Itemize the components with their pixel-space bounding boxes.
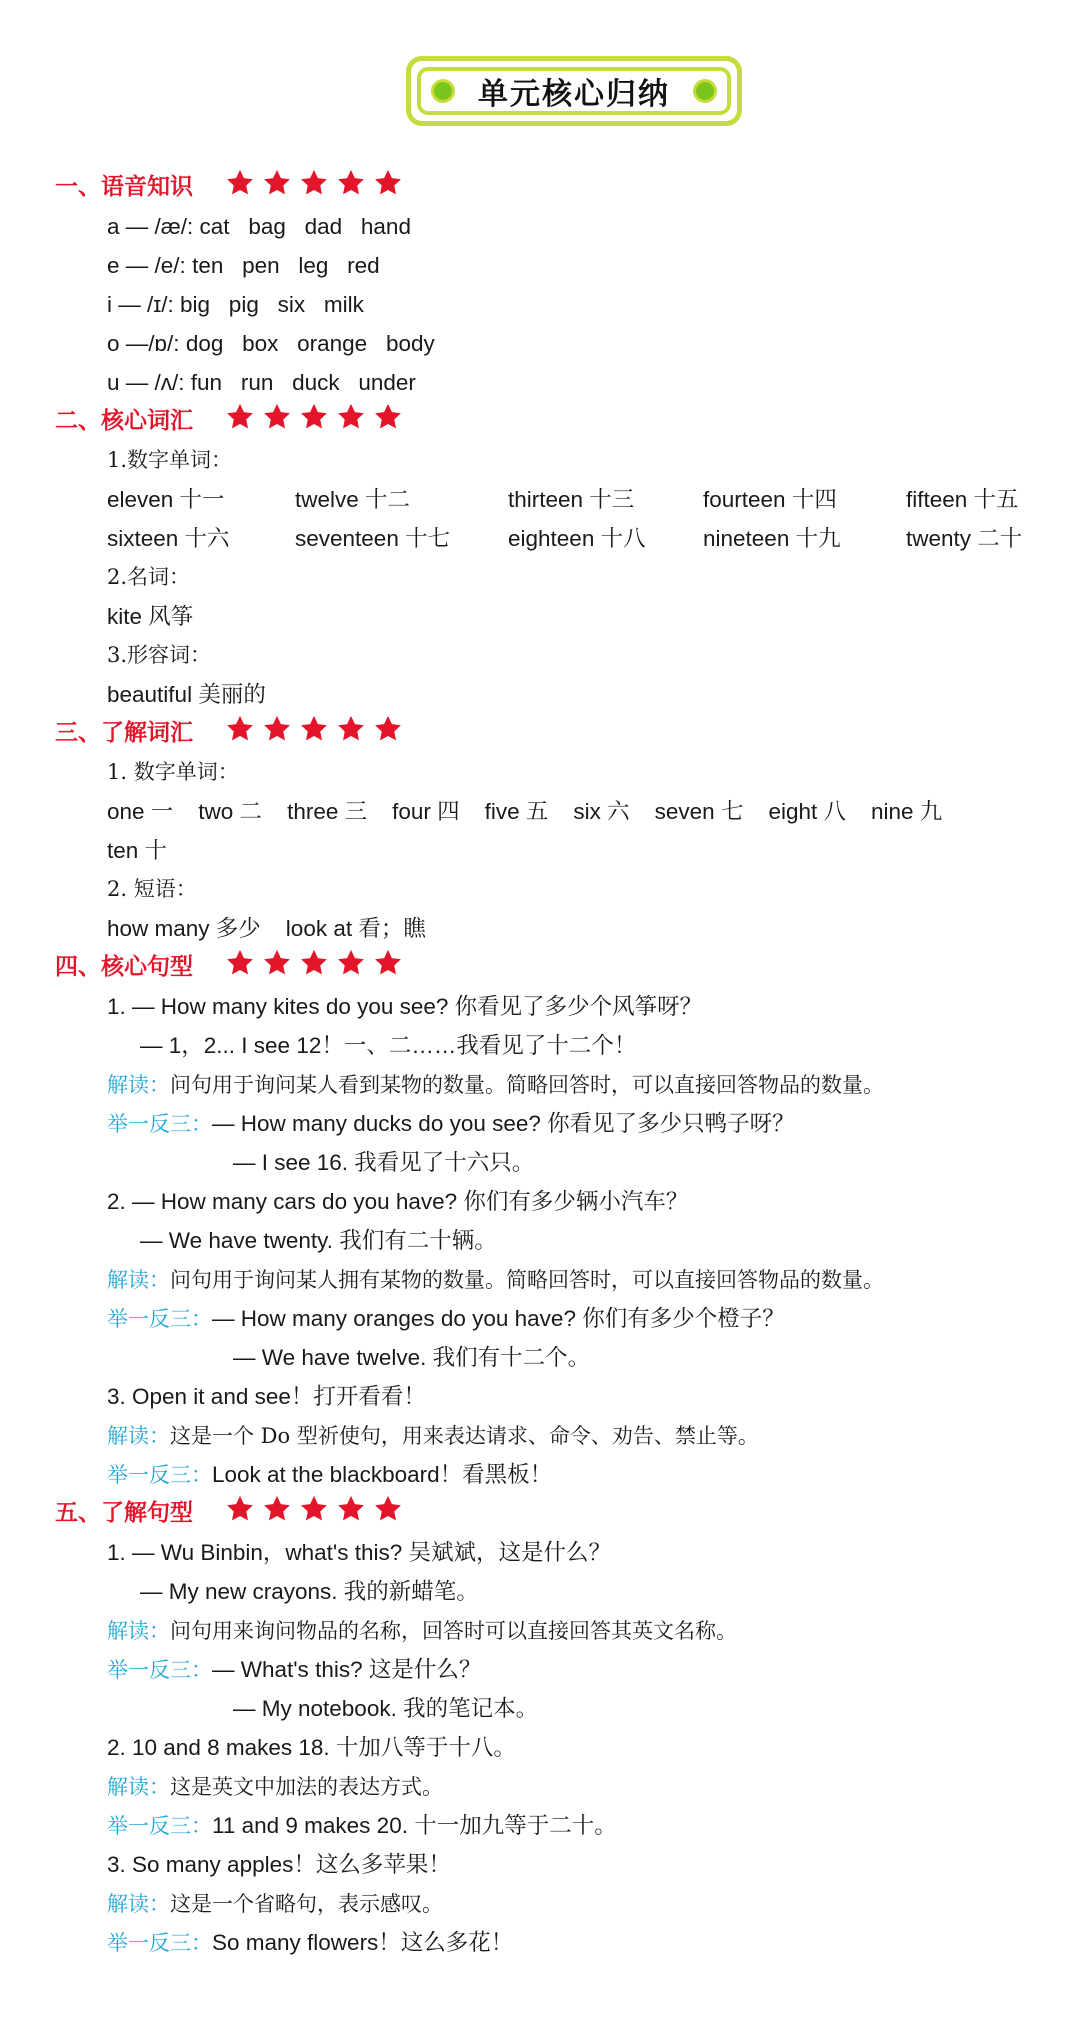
explanation-line: 解读：问句用于询问某人拥有某物的数量。简略回答时，可以直接回答物品的数量。 [107, 1268, 884, 1292]
star-icon [373, 714, 403, 744]
phonics-list [0, 207, 1080, 402]
number-word: eleven 十一 [107, 487, 225, 512]
star-icon [336, 1494, 366, 1524]
star-icon [336, 168, 366, 198]
example-answer: — We have twelve. 我们有十二个。 [233, 1345, 591, 1370]
star-rating [225, 714, 403, 744]
sentence-answer: — We have twenty. 我们有二十辆。 [140, 1228, 497, 1253]
explanation-label: 解读： [107, 1619, 170, 1643]
phonics-label: a — /æ/: [107, 214, 194, 239]
star-icon [225, 1494, 255, 1524]
number-word: twenty 二十 [906, 526, 1023, 551]
explanation-line: 解读：这是英文中加法的表达方式。 [107, 1775, 443, 1799]
example-answer: — I see 16. 我看见了十六只。 [233, 1150, 535, 1175]
subheading: 1. 数字单词： [107, 760, 239, 784]
star-rating [225, 402, 403, 432]
example-label: 举一反三： [107, 1931, 212, 1955]
sentence: 3. Open it and see！打开看看！ [107, 1384, 426, 1409]
star-icon [299, 948, 329, 978]
phonics-row [0, 285, 1080, 324]
example-line: 举一反三：11 and 9 makes 20. 十一加九等于二十。 [107, 1813, 617, 1838]
phrases-line: how many 多少 look at 看；瞧 [107, 916, 426, 941]
phonics-row [0, 363, 1080, 402]
phonics-label: o —/ɒ/: [107, 331, 180, 356]
content [0, 168, 1080, 1962]
star-icon [225, 714, 255, 744]
sentence-answer: — 1，2... I see 12！一、二……我看见了十二个！ [140, 1033, 637, 1058]
sentence-question: 1. — How many kites do you see? 你看见了多少个风筝呀？ [107, 994, 703, 1019]
example-line: 举一反三：Look at the blackboard！看黑板！ [107, 1462, 553, 1487]
explanation-line: 解读：这是一个省略句，表示感叹。 [107, 1892, 443, 1916]
number-word: nineteen 十九 [703, 526, 841, 551]
star-icon [373, 402, 403, 432]
star-icon [262, 402, 292, 432]
subheading: 2. 短语： [107, 877, 197, 901]
phonics-words: cat bag dad hand [199, 214, 411, 239]
star-icon [225, 948, 255, 978]
star-icon [373, 168, 403, 198]
explanation-label: 解读： [107, 1775, 170, 1799]
example-line: 举一反三：— How many oranges do you have? 你们有多少个橙子？ [107, 1306, 785, 1331]
number-words-line: ten 十 [107, 838, 168, 863]
star-icon [262, 714, 292, 744]
sentence-answer: — My new crayons. 我的新蜡笔。 [140, 1579, 479, 1604]
number-word: twelve 十二 [295, 487, 411, 512]
noun-entry: kite 风筝 [107, 604, 194, 629]
sentence-question: 2. — How many cars do you have? 你们有多少辆小汽车？ [107, 1189, 689, 1214]
star-icon [262, 168, 292, 198]
explanation-line: 解读：问句用来询问物品的名称，回答时可以直接回答其英文名称。 [107, 1619, 737, 1643]
section-heading-core-vocab: 二、核心词汇 [0, 402, 1080, 441]
adjective-entry: beautiful 美丽的 [107, 682, 266, 707]
title-banner [406, 56, 742, 126]
star-icon [373, 948, 403, 978]
phonics-label: i — /ɪ/: [107, 292, 174, 317]
section-heading-know-sentences: 五、了解句型 [0, 1494, 1080, 1533]
number-words-row [0, 480, 1080, 519]
star-icon [225, 402, 255, 432]
phonics-words: dog box orange body [185, 331, 435, 356]
phonics-row [0, 324, 1080, 363]
star-icon [225, 168, 255, 198]
number-words-row [0, 519, 1080, 558]
page-title: 单元核心归纳 [478, 77, 670, 112]
phonics-row [0, 246, 1080, 285]
star-rating [225, 948, 403, 978]
section-heading-know-vocab: 三、了解词汇 [0, 714, 1080, 753]
number-word: sixteen 十六 [107, 526, 230, 551]
phonics-label: e — /e/: [107, 253, 186, 278]
star-rating [225, 168, 403, 198]
example-label: 举一反三： [107, 1658, 212, 1682]
circle-dot-icon [693, 79, 717, 103]
example-label: 举一反三： [107, 1307, 212, 1331]
star-icon [336, 402, 366, 432]
phonics-words: fun run duck under [190, 370, 416, 395]
star-icon [299, 714, 329, 744]
circle-dot-icon [431, 79, 455, 103]
explanation-label: 解读： [107, 1892, 170, 1916]
star-icon [262, 1494, 292, 1524]
explanation-label: 解读： [107, 1073, 170, 1097]
star-icon [262, 948, 292, 978]
star-icon [299, 168, 329, 198]
subheading: 2.名词： [107, 565, 191, 589]
phonics-label: u — /ʌ/: [107, 370, 185, 395]
number-words-line: one 一 two 二 three 三 four 四 five 五 six 六 seven 七 eight 八 nine 九 [107, 799, 943, 824]
explanation-line: 解读：问句用于询问某人看到某物的数量。简略回答时，可以直接回答物品的数量。 [107, 1073, 884, 1097]
number-word: eighteen 十八 [508, 526, 646, 551]
example-label: 举一反三： [107, 1463, 212, 1487]
phonics-words: big pig six milk [180, 292, 364, 317]
sentence: 3. So many apples！这么多苹果！ [107, 1852, 451, 1877]
star-icon [299, 1494, 329, 1524]
star-icon [336, 948, 366, 978]
example-answer: — My notebook. 我的笔记本。 [233, 1696, 539, 1721]
sentence: 2. 10 and 8 makes 18. 十加八等于十八。 [107, 1735, 516, 1760]
example-line: 举一反三：— What's this? 这是什么？ [107, 1657, 482, 1682]
phonics-row [0, 207, 1080, 246]
number-word: seventeen 十七 [295, 526, 451, 551]
number-word: fifteen 十五 [906, 487, 1019, 512]
section-heading-core-sentences: 四、核心句型 [0, 948, 1080, 987]
star-icon [336, 714, 366, 744]
explanation-line: 解读：这是一个 Do 型祈使句，用来表达请求、命令、劝告、禁止等。 [107, 1424, 759, 1448]
explanation-label: 解读： [107, 1268, 170, 1292]
example-label: 举一反三： [107, 1814, 212, 1838]
subheading: 1.数字单词： [107, 448, 233, 472]
number-word: fourteen 十四 [703, 487, 837, 512]
example-label: 举一反三： [107, 1112, 212, 1136]
explanation-label: 解读： [107, 1424, 170, 1448]
star-icon [373, 1494, 403, 1524]
section-heading-phonics: 一、语音知识 [0, 168, 1080, 207]
phonics-words: ten pen leg red [192, 253, 380, 278]
sentence-question: 1. — Wu Binbin，what's this? 吴斌斌，这是什么？ [107, 1540, 612, 1565]
subheading: 3.形容词： [107, 643, 212, 667]
star-icon [299, 402, 329, 432]
star-rating [225, 1494, 403, 1524]
example-line: 举一反三：— How many ducks do you see? 你看见了多少只鸭子呀？ [107, 1111, 795, 1136]
number-word: thirteen 十三 [508, 487, 635, 512]
example-line: 举一反三：So many flowers！这么多花！ [107, 1930, 514, 1955]
